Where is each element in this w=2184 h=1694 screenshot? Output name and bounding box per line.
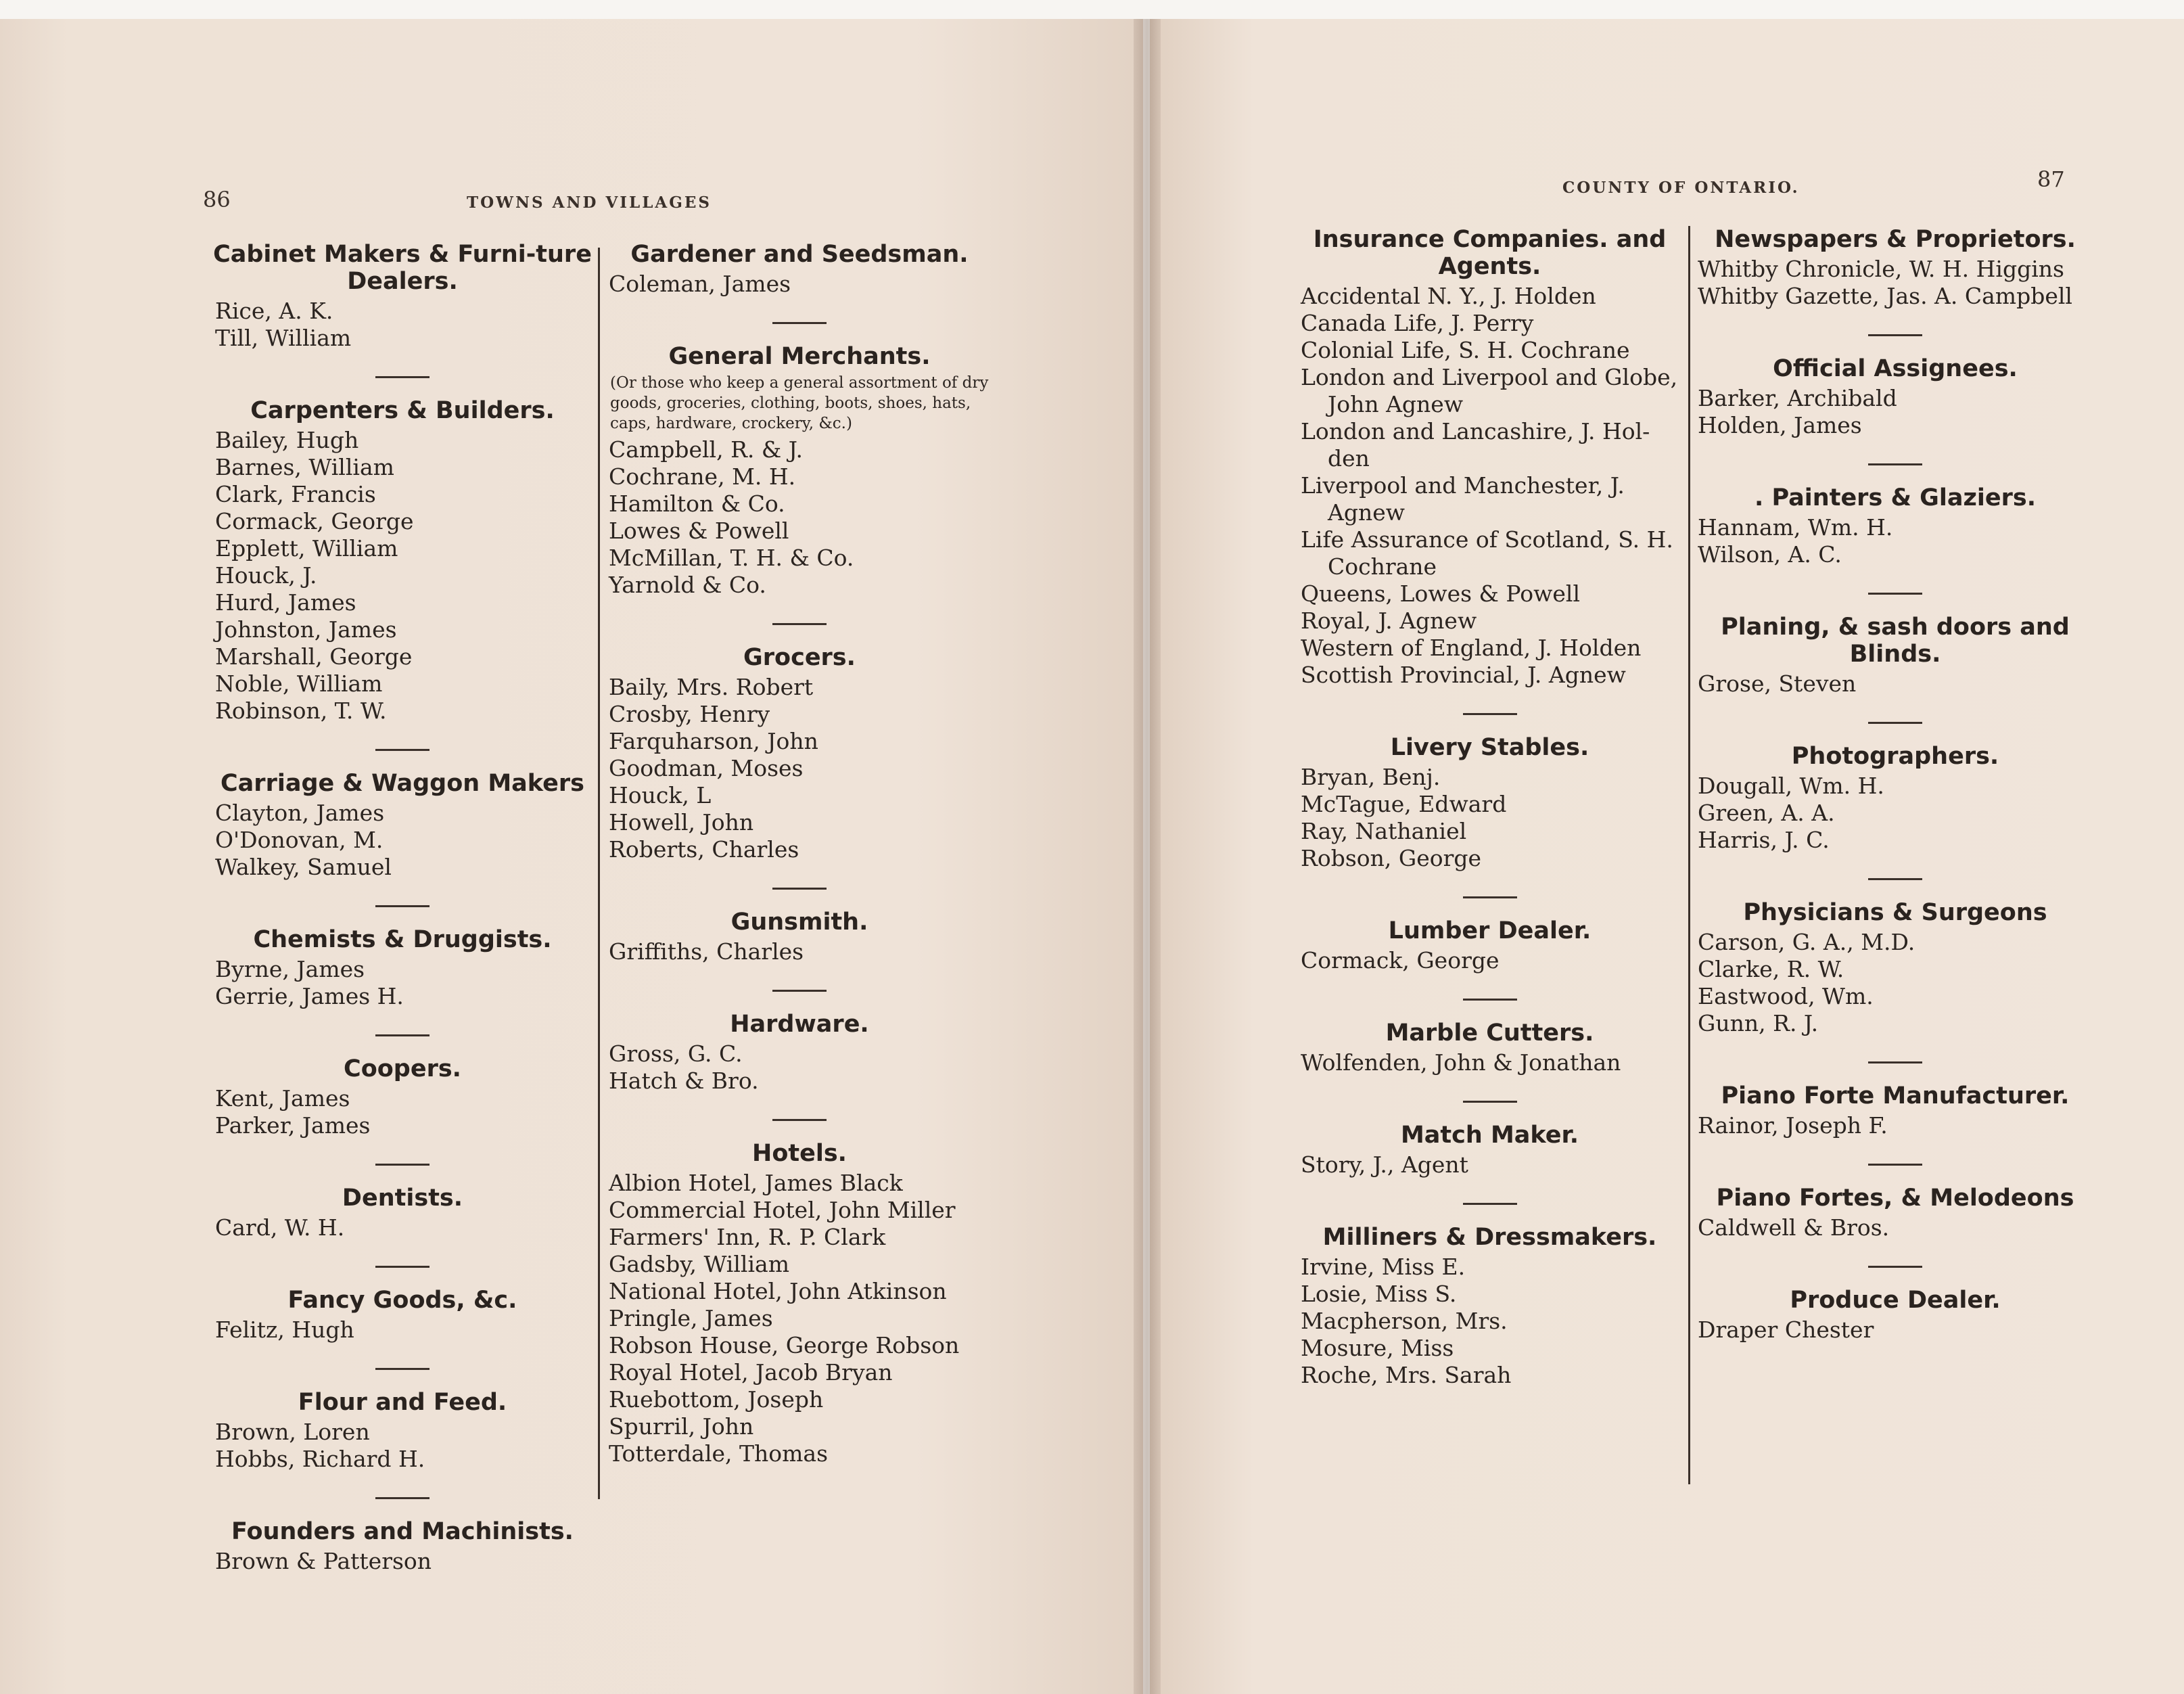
left-page-column-2 (603, 241, 996, 1492)
section-heading: Carriage & Waggon Makers (220, 770, 584, 797)
directory-entry: Houck, L (609, 782, 712, 808)
section-divider (772, 990, 827, 992)
directory-entry: Royal Hotel, Jacob Bryan (609, 1359, 893, 1386)
section-divider (1463, 896, 1517, 898)
directory-entry: Royal, J. Agnew (1301, 608, 1477, 634)
section-divider (1868, 463, 1922, 465)
directory-entry: Totterdale, Thomas (609, 1440, 829, 1467)
directory-entry: Campbell, R. & J. (609, 436, 803, 463)
directory-entry: Harris, J. C. (1698, 827, 1830, 853)
directory-entry: Clark, Francis (215, 481, 376, 507)
section-divider (1463, 1203, 1517, 1205)
section-heading: Dentists. (342, 1185, 463, 1212)
directory-entry: Wolfenden, John & Jonathan (1301, 1049, 1621, 1076)
directory-section (210, 770, 595, 881)
directory-entry: Commercial Hotel, John Miller (609, 1197, 956, 1223)
section-heading: Insurance Companies. and Agents. (1313, 226, 1667, 280)
directory-entry: Brown & Patterson (215, 1548, 432, 1574)
directory-entry: Liverpool and Manchester, J. (1301, 472, 1625, 499)
directory-entry: Draper Chester (1698, 1317, 1874, 1343)
directory-entry: Robson, George (1301, 845, 1482, 871)
directory-entry: Cochrane, M. H. (609, 463, 796, 490)
section-note: (Or those who keep a general assortment of dry goods, groceries, clothing, boots, shoes, hats, caps, hardware, crockery, &c.) (610, 374, 989, 432)
section-heading: Photographers. (1791, 743, 1999, 770)
section-heading: Lumber Dealer. (1388, 917, 1591, 944)
directory-entry: den (1328, 445, 1370, 472)
directory-section (210, 241, 595, 352)
directory-entry: Agnew (1328, 499, 1405, 526)
section-divider (1868, 1061, 1922, 1063)
directory-section (603, 1140, 996, 1467)
section-divider (375, 1164, 429, 1166)
section-divider (375, 376, 429, 378)
directory-section (1295, 1224, 1684, 1389)
directory-entry: Rice, A. K. (215, 298, 333, 324)
directory-section (210, 1185, 595, 1241)
directory-entry: Johnston, James (215, 616, 397, 643)
directory-entry: Robinson, T. W. (215, 697, 387, 724)
directory-entry: Caldwell & Bros. (1698, 1214, 1890, 1241)
section-divider (1868, 722, 1922, 724)
section-divider (375, 1497, 429, 1499)
directory-section (1692, 484, 2098, 568)
directory-entry: Bailey, Hugh (215, 427, 359, 453)
right-page-column-2 (1692, 226, 2098, 1368)
directory-section (210, 1287, 595, 1344)
directory-section (1295, 1122, 1684, 1178)
directory-entry: Coleman, James (609, 271, 791, 297)
directory-entry: Noble, William (215, 670, 383, 697)
directory-entry: London and Liverpool and Globe, (1301, 364, 1678, 390)
directory-entry: Pringle, James (609, 1305, 773, 1331)
directory-entry: Ray, Nathaniel (1301, 818, 1467, 844)
section-heading: Hotels. (752, 1140, 847, 1167)
directory-entry: Gadsby, William (609, 1251, 789, 1277)
directory-entry: Lowes & Powell (609, 518, 789, 544)
section-heading: Milliners & Dressmakers. (1322, 1224, 1657, 1251)
directory-entry: Grose, Steven (1698, 670, 1857, 697)
directory-entry: Eastwood, Wm. (1698, 983, 1874, 1009)
directory-entry: Scottish Provincial, J. Agnew (1301, 662, 1626, 688)
section-divider (375, 905, 429, 907)
book-gutter (1134, 19, 1161, 1694)
directory-entry: Crosby, Henry (609, 701, 770, 727)
directory-entry: Spurril, John (609, 1413, 754, 1440)
directory-section (603, 644, 996, 863)
directory-entry: Rainor, Joseph F. (1698, 1112, 1888, 1139)
section-heading: Match Maker. (1400, 1122, 1579, 1149)
directory-section (1692, 1185, 2098, 1241)
directory-entry: Farquharson, John (609, 728, 818, 754)
directory-entry: Hobbs, Richard H. (215, 1446, 425, 1472)
directory-entry: Roberts, Charles (609, 836, 799, 863)
directory-section (210, 1518, 595, 1575)
directory-entry: Macpherson, Mrs. (1301, 1308, 1508, 1334)
directory-entry: Barnes, William (215, 454, 394, 480)
directory-entry: Cormack, George (1301, 947, 1500, 974)
directory-entry: Losie, Miss S. (1301, 1281, 1457, 1307)
directory-entry: Walkey, Samuel (215, 854, 392, 880)
section-divider (375, 1034, 429, 1036)
section-divider (1868, 593, 1922, 595)
directory-entry: Bryan, Benj. (1301, 764, 1441, 790)
directory-entry: Irvine, Miss E. (1301, 1254, 1466, 1280)
directory-section (1692, 614, 2098, 697)
directory-entry: Canada Life, J. Perry (1301, 310, 1534, 336)
directory-entry: Whitby Chronicle, W. H. Higgins (1698, 256, 2064, 282)
directory-entry: O'Donovan, M. (215, 827, 384, 853)
section-heading: Gunsmith. (730, 909, 868, 936)
section-divider (772, 322, 827, 324)
section-heading: Carpenters & Builders. (250, 397, 555, 424)
section-divider (375, 1266, 429, 1268)
directory-entry: Goodman, Moses (609, 755, 804, 781)
section-divider (1463, 999, 1517, 1001)
section-divider (772, 1119, 827, 1121)
directory-entry: Carson, G. A., M.D. (1698, 929, 1915, 955)
directory-entry: Hatch & Bro. (609, 1068, 759, 1094)
directory-section (1692, 1287, 2098, 1344)
directory-section (603, 1011, 996, 1095)
directory-entry: McMillan, T. H. & Co. (609, 545, 854, 571)
left-page-number: 86 (203, 187, 231, 212)
left-page-column-rule (598, 248, 600, 1499)
section-heading: . Painters & Glaziers. (1754, 484, 2037, 511)
directory-entry: London and Lancashire, J. Hol- (1301, 418, 1650, 444)
section-heading: Official Assignees. (1773, 355, 2018, 382)
directory-entry: Ruebottom, Joseph (609, 1386, 824, 1413)
directory-entry: Holden, James (1698, 412, 1862, 438)
directory-section (210, 1055, 595, 1139)
section-divider (772, 888, 827, 890)
section-heading: Planing, & sash doors and Blinds. (1721, 614, 2070, 668)
directory-entry: John Agnew (1328, 391, 1464, 417)
directory-section (1295, 226, 1684, 689)
directory-section (603, 241, 996, 298)
section-divider (1868, 1266, 1922, 1268)
directory-section (210, 926, 595, 1010)
section-divider (375, 749, 429, 751)
section-heading: Flour and Feed. (298, 1389, 507, 1416)
directory-section (210, 397, 595, 725)
section-divider (772, 623, 827, 625)
directory-entry: Cochrane (1328, 553, 1437, 580)
directory-entry: Wilson, A. C. (1698, 541, 1842, 568)
right-running-head: COUNTY OF ONTARIO. (1562, 179, 1800, 197)
section-heading: Newspapers & Proprietors. (1715, 226, 2076, 253)
directory-entry: Till, William (215, 325, 352, 351)
directory-entry: Gross, G. C. (609, 1040, 743, 1067)
section-heading: Coopers. (344, 1055, 461, 1082)
section-divider (1463, 713, 1517, 715)
section-divider (375, 1368, 429, 1370)
directory-entry: Yarnold & Co. (609, 572, 766, 598)
left-running-head: TOWNS AND VILLAGES (467, 193, 712, 212)
directory-entry: McTague, Edward (1301, 791, 1507, 817)
section-heading: General Merchants. (668, 343, 931, 370)
directory-entry: Hurd, James (215, 589, 356, 616)
right-page-column-1 (1295, 226, 1684, 1413)
directory-entry: National Hotel, John Atkinson (609, 1278, 947, 1304)
directory-entry: Gerrie, James H. (215, 983, 404, 1009)
directory-entry: Felitz, Hugh (215, 1317, 354, 1343)
directory-entry: Dougall, Wm. H. (1698, 773, 1884, 799)
section-heading: Piano Fortes, & Melodeons (1716, 1185, 2074, 1212)
directory-entry: Clayton, James (215, 800, 385, 826)
directory-entry: Story, J., Agent (1301, 1151, 1468, 1178)
directory-section (1692, 355, 2098, 439)
directory-entry: Card, W. H. (215, 1214, 345, 1241)
directory-section (1692, 1082, 2098, 1139)
directory-entry: Marshall, George (215, 643, 413, 670)
directory-entry: Whitby Gazette, Jas. A. Campbell (1698, 283, 2072, 309)
directory-entry: Green, A. A. (1698, 800, 1835, 826)
directory-section (210, 1389, 595, 1473)
right-page-column-rule (1688, 226, 1690, 1484)
directory-entry: Houck, J. (215, 562, 317, 589)
directory-entry: Hamilton & Co. (609, 490, 785, 517)
section-heading: Hardware. (730, 1011, 869, 1038)
directory-entry: Baily, Mrs. Robert (609, 674, 814, 700)
section-heading: Chemists & Druggists. (253, 926, 552, 953)
right-page-number: 87 (2037, 166, 2065, 192)
directory-section (1295, 1020, 1684, 1076)
directory-section (603, 909, 996, 965)
directory-entry: Epplett, William (215, 535, 398, 562)
directory-entry: Colonial Life, S. H. Cochrane (1301, 337, 1630, 363)
directory-entry: Brown, Loren (215, 1419, 370, 1445)
directory-entry: Accidental N. Y., J. Holden (1301, 283, 1596, 309)
directory-entry: Life Assurance of Scotland, S. H. (1301, 526, 1673, 553)
section-divider (1868, 1164, 1922, 1166)
section-heading: Livery Stables. (1390, 734, 1589, 761)
section-heading: Fancy Goods, &c. (287, 1287, 517, 1314)
directory-entry: Howell, John (609, 809, 754, 835)
section-heading: Piano Forte Manufacturer. (1721, 1082, 2070, 1109)
section-divider (1868, 334, 1922, 336)
section-heading: Cabinet Makers & Furni-ture Dealers. (213, 241, 592, 295)
section-heading: Gardener and Seedsman. (630, 241, 969, 268)
directory-entry: Clarke, R. W. (1698, 956, 1844, 982)
directory-entry: Mosure, Miss (1301, 1335, 1454, 1361)
directory-section (1295, 917, 1684, 974)
directory-section (1692, 899, 2098, 1037)
section-heading: Produce Dealer. (1790, 1287, 2001, 1314)
section-divider (1868, 878, 1922, 880)
directory-entry: Queens, Lowes & Powell (1301, 580, 1580, 607)
section-heading: Marble Cutters. (1385, 1020, 1594, 1047)
directory-section (1692, 743, 2098, 854)
directory-section (603, 343, 996, 599)
directory-entry: Barker, Archibald (1698, 385, 1897, 411)
directory-entry: Cormack, George (215, 508, 414, 534)
section-heading: Physicians & Surgeons (1743, 899, 2047, 926)
directory-entry: Gunn, R. J. (1698, 1010, 1819, 1036)
directory-entry: Robson House, George Robson (609, 1332, 960, 1358)
section-divider (1463, 1101, 1517, 1103)
section-heading: Grocers. (743, 644, 856, 671)
directory-entry: Byrne, James (215, 956, 365, 982)
section-heading: Founders and Machinists. (231, 1518, 574, 1545)
directory-entry: Farmers' Inn, R. P. Clark (609, 1224, 886, 1250)
directory-entry: Parker, James (215, 1112, 371, 1139)
directory-entry: Roche, Mrs. Sarah (1301, 1362, 1512, 1388)
directory-entry: Western of England, J. Holden (1301, 635, 1642, 661)
directory-entry: Griffiths, Charles (609, 938, 804, 965)
directory-section (1295, 734, 1684, 872)
directory-section (1692, 226, 2098, 310)
directory-entry: Albion Hotel, James Black (609, 1170, 903, 1196)
left-page-column-1 (210, 241, 595, 1599)
directory-entry: Kent, James (215, 1085, 350, 1112)
directory-entry: Hannam, Wm. H. (1698, 514, 1893, 541)
